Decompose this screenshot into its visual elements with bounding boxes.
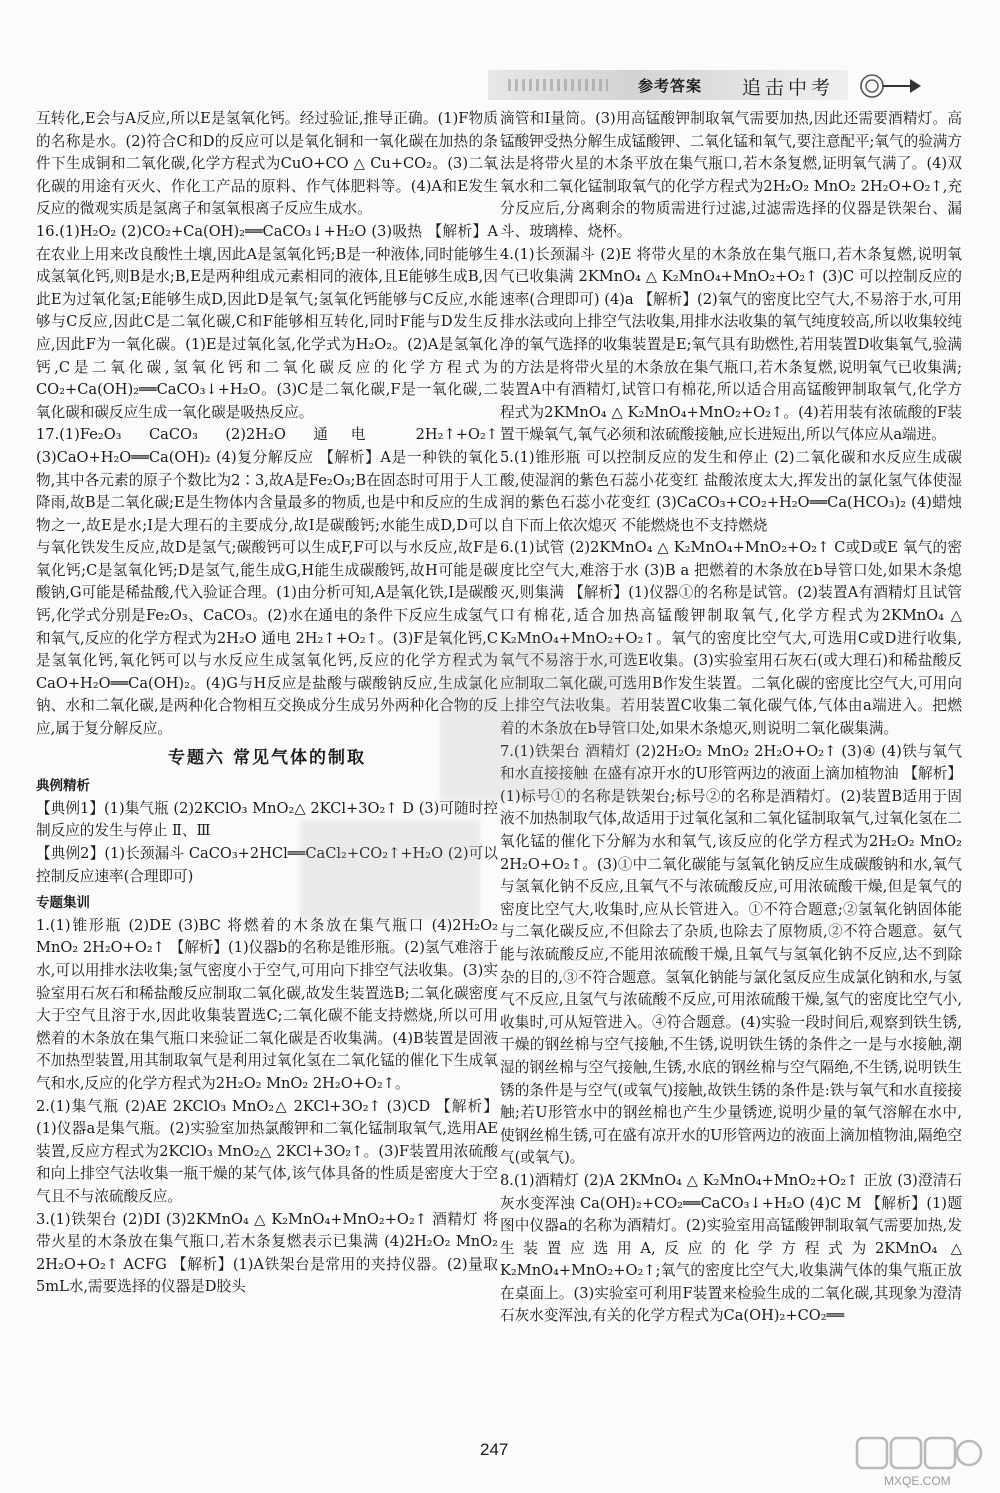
section-title: 专题六 常见气体的制取 xyxy=(168,747,366,768)
example-2: 【典例2】(1)长颈漏斗 CaCO₃+2HCl══CaCl₂+CO₂↑+H₂O (2)可以控制反应速率(合理即可) xyxy=(36,845,498,885)
answer-6: 6.(1)试管 (2)2KMnO₄ △ K₂MnO₄+MnO₂+O₂↑ C或D或E 氧气的密度比空气大,难溶于水 (3)B a 把燃着的木条放在b导管口处,如果木条熄灭,则集满 【解析】(1)仪器①的名称是试管。(2)装置A有酒精灯且试管口有棉花,适合加热高锰酸钾制取氧气,化学方程式为2KMnO₄ △ K₂MnO₄+MnO₂+O₂↑。氧气的密度比空气大,可选用C或D进行收集,氧气不易溶于水,可选E收集。(3)实验室用石灰石(或大理石)和稀盐酸反应制取二氧化碳,可选用B作发生装置。二氧化碳的密度比空气大,可用向上排空气法收集。若用装置C收集二氧化碳气体,气体由a端进入。把燃着的木条放在b导管口处,如果木条熄灭,则说明二氧化碳集满。 xyxy=(500,539,962,738)
subsection-examples: 典例精析 xyxy=(36,778,90,795)
left-column xyxy=(36,108,498,1299)
page-header xyxy=(488,70,958,106)
training-2: 2.(1)集气瓶 (2)AE 2KClO₃ MnO₂△ 2KCl+3O₂↑ (3)CD 【解析】(1)仪器a是集气瓶。(2)实验室加热氯酸钾和二氧化锰制取氧气,选用AE装置,反应方程式为2KClO₃ MnO₂△ 2KCl+3O₂↑。(3)F装置用浓硫酸和向上排空气法收集一瓶干燥的某气体,该气体具备的性质是密度大于空气且不与浓硫酸反应。 xyxy=(36,1097,498,1205)
swirl-arrow-icon xyxy=(858,72,924,100)
training-3: 3.(1)铁架台 (2)DI (3)2KMnO₄ △ K₂MnO₄+MnO₂+O₂↑ 酒精灯 将带火星的木条放在集气瓶口,若木条复燃表示已集满 (4)2H₂O₂ MnO₂ 2H₂O+O₂↑ ACFG 【解析】(1)A铁架台是常用的夹持仪器。(2)量取5mL水,需要选择的仪器是D胶头 xyxy=(36,1210,498,1296)
watermark-text: MXQE.COM xyxy=(884,1474,951,1488)
answer-7: 7.(1)铁架台 酒精灯 (2)2H₂O₂ MnO₂ 2H₂O+O₂↑ (3)④ (4)铁与氧气和水直接接触 在盛有凉开水的U形管两边的液面上滴加植物油 【解析】(1)标号①的名称是铁架台;标号②的名称是酒精灯。(2)装置B适用于固液不加热制取气体,故适用于过氧化氢和二氧化锰制取氧气,过氧化氢在二氧化锰的催化下分解为水和氧气,该反应的化学方程式为2H₂O₂ MnO₂ 2H₂O+O₂↑。(3)①中二氧化碳能与氢氧化钠反应生成碳酸钠和水,氧气与氢氧化钠不反应,且氧气不与浓硫酸反应,可用浓硫酸干燥,但是氧气的密度比空气大,收集时,应从长管进入。①不符合题意;②氢氧化钠固体能与二氧化碳反应,不但除去了杂质,也除去了原物质,②不符合题意。氨气能与浓硫酸反应,不能用浓硫酸干燥,且氧气与氢氧化钠不反应,达不到除杂的目的,③不符合题意。氢氧化钠能与氯化氢反应生成氯化钠和水,与氢气不反应,且氢气与浓硫酸不反应,可用浓硫酸干燥,氢气的密度比空气小,收集时,可从短管进入。④符合题意。(4)实验一段时间后,观察到铁生锈,干燥的钢丝棉与空气接触,不生锈,说明铁生锈的条件之一是与水接触,潮湿的钢丝棉与空气接触,生锈,水底的钢丝棉与空气隔绝,不生锈,说明铁生锈的条件是与空气(或氧气)接触,故铁生锈的条件是:铁与氧气和水直接接触;若U形管水中的钢丝棉也产生少量锈迹,说明少量的氧气溶解在水中,使钢丝棉生锈,可在盛有凉开水的U形管两边的液面上滴加植物油,隔绝空气(或氧气)。 xyxy=(500,742,962,1167)
right-column xyxy=(500,108,962,1328)
header-decoration xyxy=(508,79,608,91)
answer-3-continued: 滴管和I量筒。(3)用高锰酸钾制取氧气需要加热,因此还需要酒精灯。高锰酸钾受热分解生成锰酸钾、二氧化锰和氧气,要注意配平;氧气的验满方法是将带火星的木条平放在集气瓶口,若木条复燃,证明氧气满了。(4)双氧水和二氧化锰制取氧气的化学方程式为2H₂O₂ MnO₂ 2H₂O+O₂↑,充分反应后,分离剩余的物质需进行过滤,过滤需选择的仪器是铁架台、漏斗、玻璃棒、烧杯。 xyxy=(500,110,962,240)
header-title: 参考答案 xyxy=(638,77,703,95)
answer-4: 4.(1)长颈漏斗 (2)E 将带火星的木条放在集气瓶口,若木条复燃,说明氧气已收集满 2KMnO₄ △ K₂MnO₄+MnO₂+O₂↑ (3)C 可以控制反应的速率(合理即可) (4)a 【解析】(2)氧气的密度比空气大,不易溶于水,可用排水法或向上排空气法收集,用排水法收集的氧气纯度较高,所以收集较纯净的氧气选择的收集装置是E;氧气具有助燃性,若用装置D收集氧气,验满的方法是将带火星的木条放在集气瓶口,若木条复燃,说明氧气已收集满;装置A中有酒精灯,试管口有棉花,所以适合用高锰酸钾制取氧气,化学方程式为2KMnO₄ △ K₂MnO₄+MnO₂+O₂↑。(4)若用装有浓硫酸的F装置干燥氧气,氧气必须和浓硫酸接触,应长进短出,所以气体应从a端进。 xyxy=(500,245,962,444)
example-1: 【典例1】(1)集气瓶 (2)2KClO₃ MnO₂△ 2KCl+3O₂↑ D (3)可随时控制反应的发生与停止 Ⅱ、Ⅲ xyxy=(36,799,498,840)
answer-16: 16.(1)H₂O₂ (2)CO₂+Ca(OH)₂══CaCO₃↓+H₂O (3)吸热 【解析】A在农业上用来改良酸性土壤,因此A是氢氧化钙;B是一种液体,同时能够生成氢氧化钙,则B是水;B,E是两种组成元素相同的液体,且E能够生成B,因此E为过氧化氢;E能够生成D,因此D是氧气;氢氧化钙能够与C反应,水能够与C反应,因此C是二氧化碳,C和F能够相互转化,同时F能与D发生反应,因此F为一氧化碳。(1)E是过氧化氢,化学式为H₂O₂。(2)A是氢氧化钙,C是二氧化碳,氢氧化钙和二氧化碳反应的化学方程式为CO₂+Ca(OH)₂══CaCO₃↓+H₂O。(3)C是二氧化碳,F是一氧化碳,二氧化碳和碳反应生成一氧化碳是吸热反应。 xyxy=(36,222,498,421)
header-banner xyxy=(488,70,848,100)
training-1: 1.(1)锥形瓶 (2)DE (3)BC 将燃着的木条放在集气瓶口 (4)2H₂O₂ MnO₂ 2H₂O+O₂↑ 【解析】(1)仪器b的名称是锥形瓶。(2)氢气难溶于水,可以用排水法收集;氢气密度小于空气,可用向下排空气法收集。(3)实验室用石灰石和稀盐酸反应制取二氧化碳,故发生装置选B;二氧化碳密度大于空气且溶于水,因此收集装置选C;二氧化碳不能支持燃烧,所以可用燃着的木条放在集气瓶口来验证二氧化碳是否收集满。(4)B装置是固液不加热型装置,用其制取氧气是利用过氧化氢在二氧化锰的催化下生成氧气和水,反应的化学方程式为2H₂O₂ MnO₂ 2H₂O+O₂↑。 xyxy=(36,916,498,1092)
answer-paragraph: 互转化,E会与A反应,所以E是氢氧化钙。经过验证,推导正确。(1)F物质的名称是水。(2)符合C和D的反应可以是氧化铜和一氧化碳在加热的条件下生成铜和二氧化碳,化学方程式为CuO+CO △ Cu+CO₂。(3)二氧化碳的用途有灭火、作化工产品的原料、作气体肥料等。(4)A和E发生反应的微观实质是氢离子和氢氧根离子反应生成水。 xyxy=(36,110,498,218)
answer-8: 8.(1)酒精灯 (2)A 2KMnO₄ △ K₂MnO₄+MnO₂+O₂↑ 正放 (3)澄清石灰水变浑浊 Ca(OH)₂+CO₂══CaCO₃↓+H₂O (4)C M 【解析】(1)题图中仪器a的名称为酒精灯。(2)实验室用高锰酸钾制取氧气需要加热,发生装置应选用A,反应的化学方程式为2KMnO₄ △ K₂MnO₄+MnO₂+O₂↑;氧气的密度比空气大,收集满气体的集气瓶正放在桌面上。(3)实验室可利用F装置来检验生成的二氧化碳,其现象为澄清石灰水变浑浊,有关的化学方程式为Ca(OH)₂+CO₂══ xyxy=(500,1171,962,1325)
answer-5: 5.(1)锥形瓶 可以控制反应的发生和停止 (2)二氧化碳和水反应生成碳酸,使湿润的紫色石蕊小花变红 盐酸浓度太大,挥发出的氯化氢气体使湿润的紫色石蕊小花变红 (3)CaCO₃+CO₂+H₂O══Ca(HCO₃)₂ (4)蜡烛自下而上依次熄灭 不能燃烧也不支持燃烧 xyxy=(500,448,962,534)
subsection-training: 专题集训 xyxy=(36,895,90,912)
page-number: 247 xyxy=(480,1440,509,1459)
answer-17: 17.(1)Fe₂O₃ CaCO₃ (2)2H₂O 通电 2H₂↑+O₂↑ (3)CaO+H₂O══Ca(OH)₂ (4)复分解反应 【解析】A是一种铁的氧化物,其中各元素的原子个数比为2∶3,故A是Fe₂O₃;B在固态时可用于人工降雨,故B是二氧化碳;E是生物体内含量最多的物质,也是中和反应的生成物之一,故E是水;I是大理石的主要成分,故I是碳酸钙;水能生成D,D可以与氧化铁发生反应,故D是氢气;碳酸钙可以生成F,F可以与水反应,故F是氧化钙;C是氢氧化钙;D是氢气,能生成G,H能生成碳酸钙,故H可能是碳酸钠,G可能是稀盐酸,代入验证合理。(1)由分析可知,A是氧化铁,I是碳酸钙,化学式分别是Fe₂O₃、CaCO₃。(2)水在通电的条件下反应生成氢气和氧气,反应的化学方程式为2H₂O 通电 2H₂↑+O₂↑。(3)F是氧化钙,C是氢氧化钙,氧化钙可以与水反应生成氢氧化钙,反应的化学方程式为CaO+H₂O══Ca(OH)₂。(4)G与H反应是盐酸与碳酸钠反应,生成氯化钠、水和二氧化碳,是两种化合物相互交换成分生成另外两种化合物的反应,属于复分解反应。 xyxy=(36,426,498,738)
header-brand: 追击中考 xyxy=(742,77,835,99)
